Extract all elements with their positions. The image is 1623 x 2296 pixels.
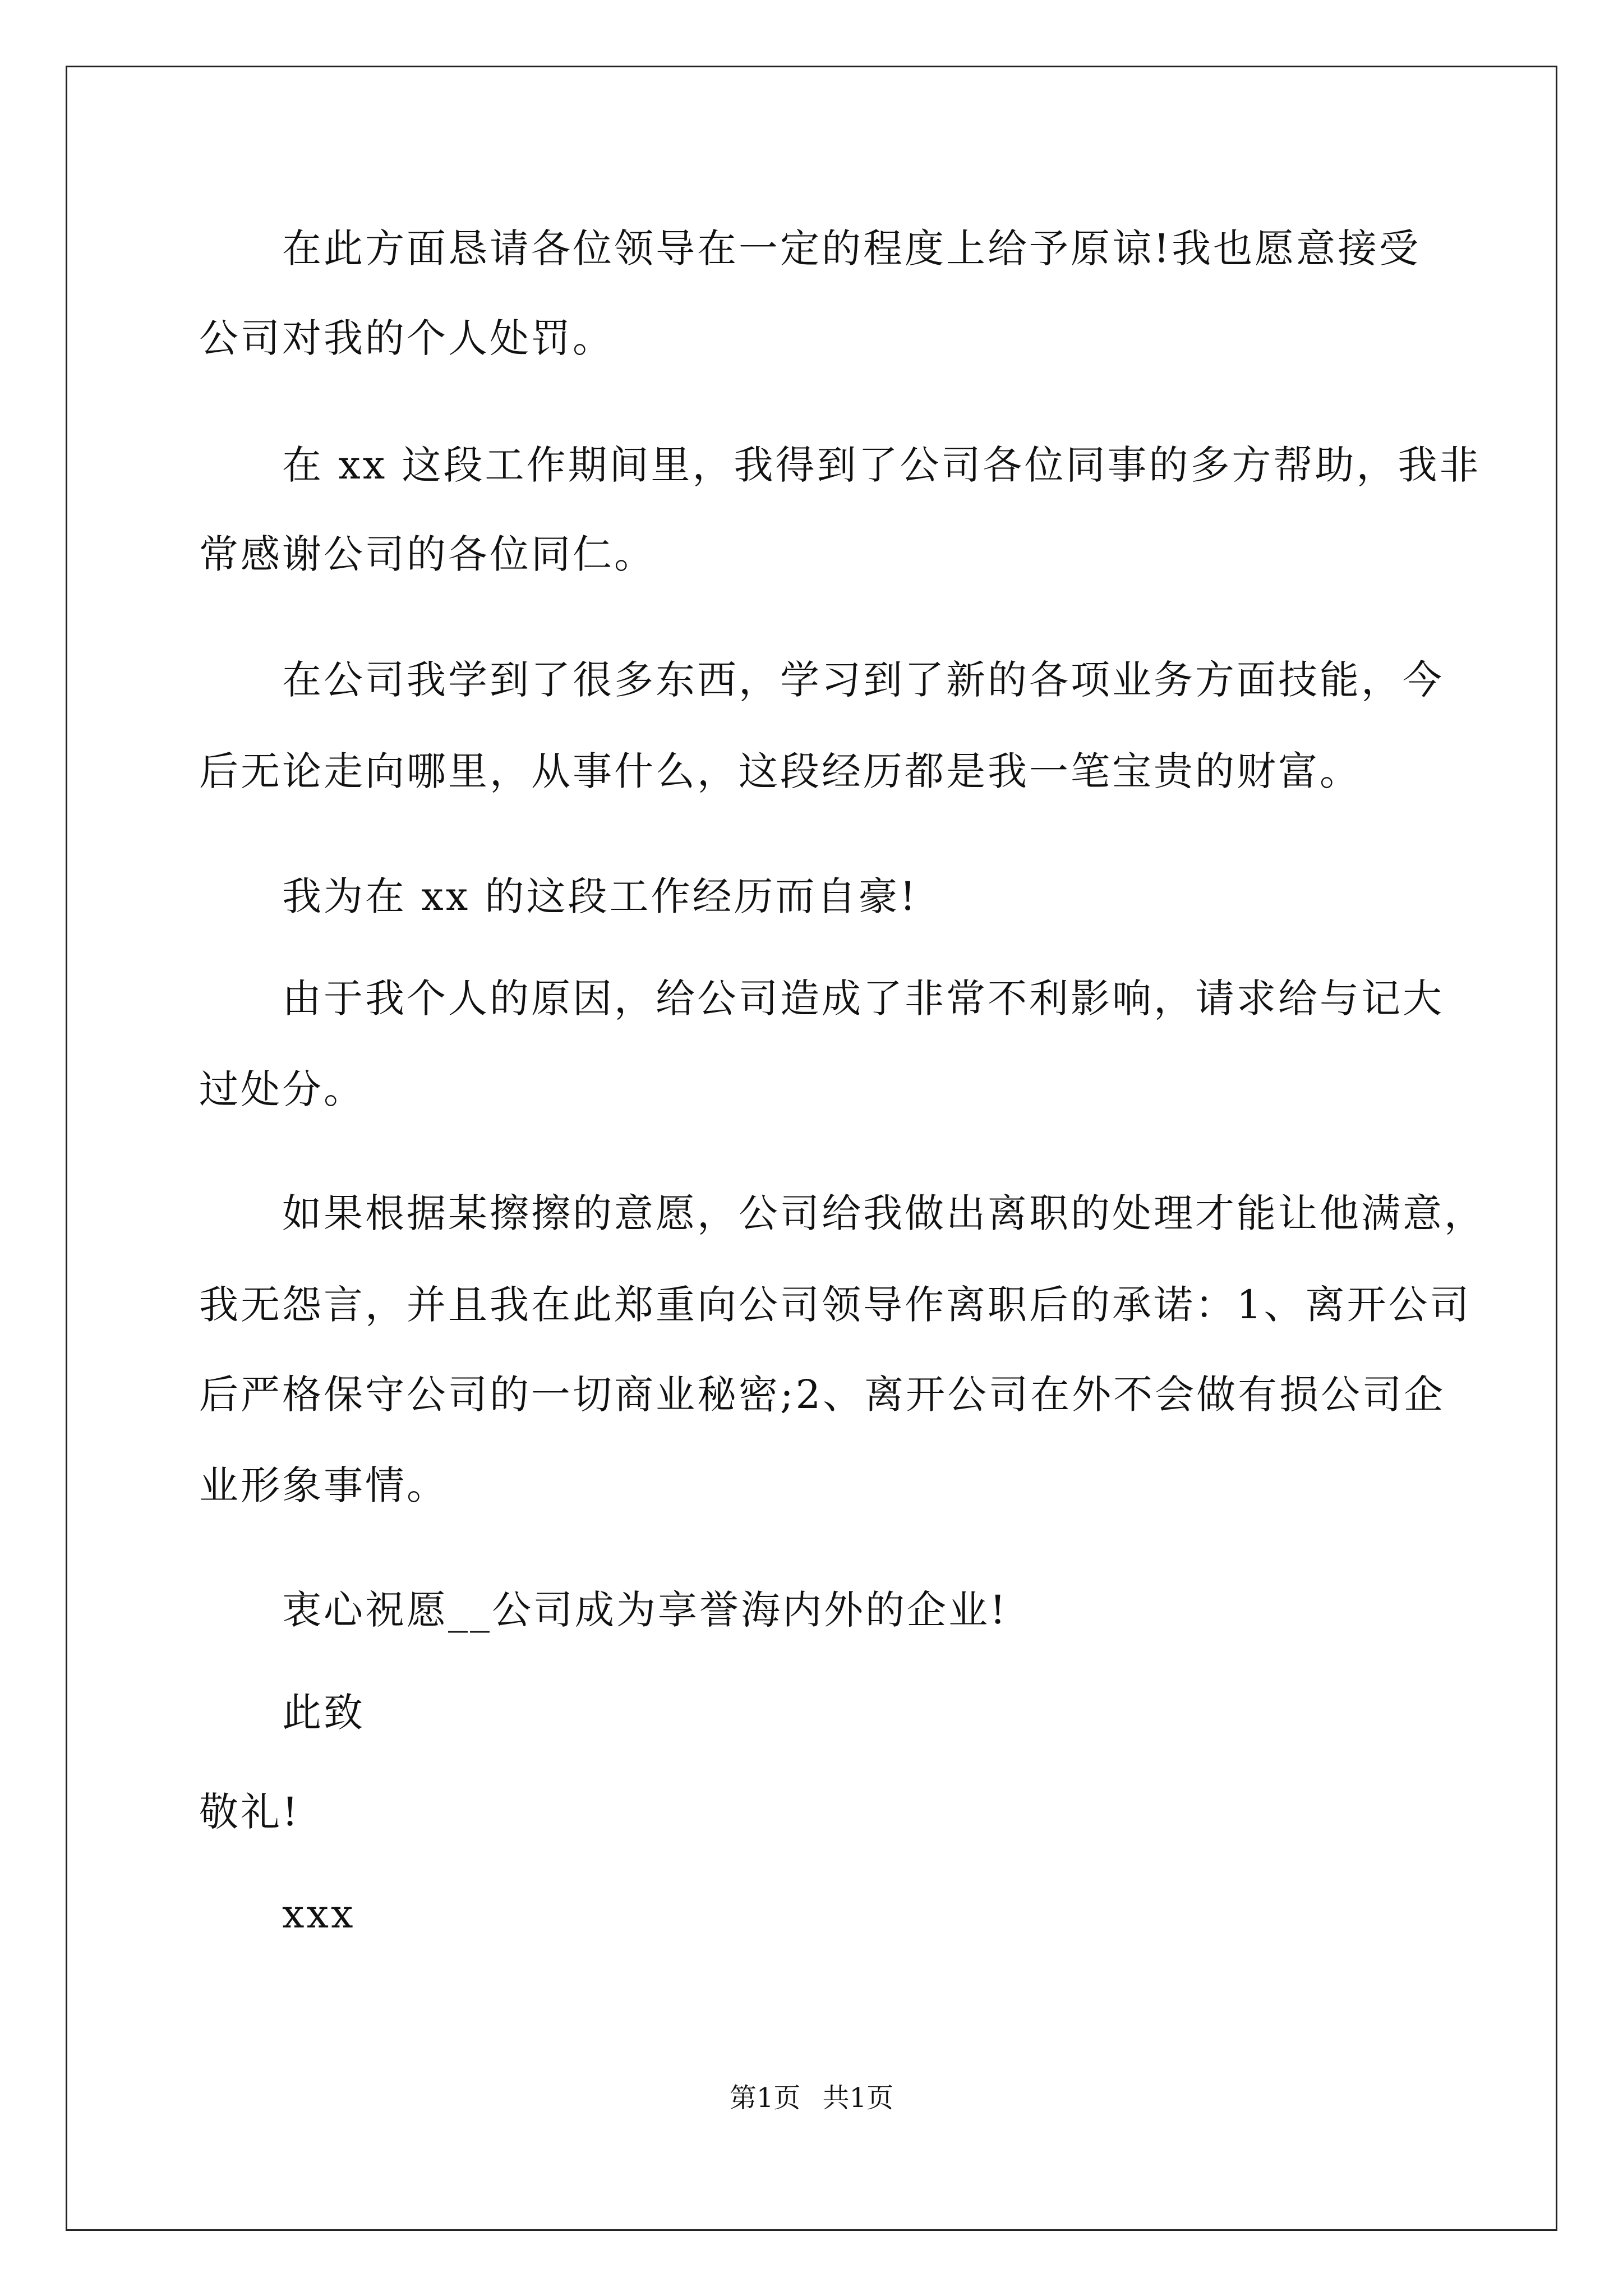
signature-line: xxx — [282, 1891, 356, 1937]
paragraph-line: 我无怨言，并且我在此郑重向公司领导作离职后的承诺：1、离开公司 — [199, 1282, 1472, 1328]
page-footer — [0, 2081, 1623, 2115]
paragraph-line: 在公司我学到了很多东西，学习到了新的各项业务方面技能，今 — [282, 657, 1444, 703]
paragraph-line: 由于我个人的原因，给公司造成了非常不利影响，请求给与记大 — [282, 976, 1444, 1022]
paragraph-line: 过处分。 — [199, 1066, 365, 1112]
paragraph-line: 常感谢公司的各位同仁。 — [199, 531, 656, 577]
salutation-line: 敬礼! — [199, 1789, 301, 1835]
paragraph-line: 后严格保守公司的一切商业秘密;2、离开公司在外不会做有损公司企 — [199, 1372, 1446, 1418]
paragraph-line: 公司对我的个人处罚。 — [199, 315, 614, 361]
paragraph-line: 在 xx 这段工作期间里，我得到了公司各位同事的多方帮助，我非 — [282, 442, 1481, 488]
paragraph-line: 后无论走向哪里，从事什么，这段经历都是我一笔宝贵的财富。 — [199, 748, 1361, 794]
page-number: 第1页 — [729, 2082, 801, 2114]
paragraph-line: 衷心祝愿__公司成为享誉海内外的企业! — [282, 1587, 1008, 1633]
paragraph-line: 如果根据某擦擦的意愿，公司给我做出离职的处理才能让他满意， — [282, 1190, 1486, 1236]
paragraph-line: 我为在 xx 的这段工作经历而自豪! — [282, 873, 918, 919]
paragraph-line: 在此方面恳请各位领导在一定的程度上给予原谅!我也愿意接受 — [282, 226, 1421, 272]
closing-line: 此致 — [282, 1690, 365, 1736]
page-total: 共1页 — [822, 2082, 894, 2114]
paragraph-line: 业形象事情。 — [199, 1462, 448, 1508]
